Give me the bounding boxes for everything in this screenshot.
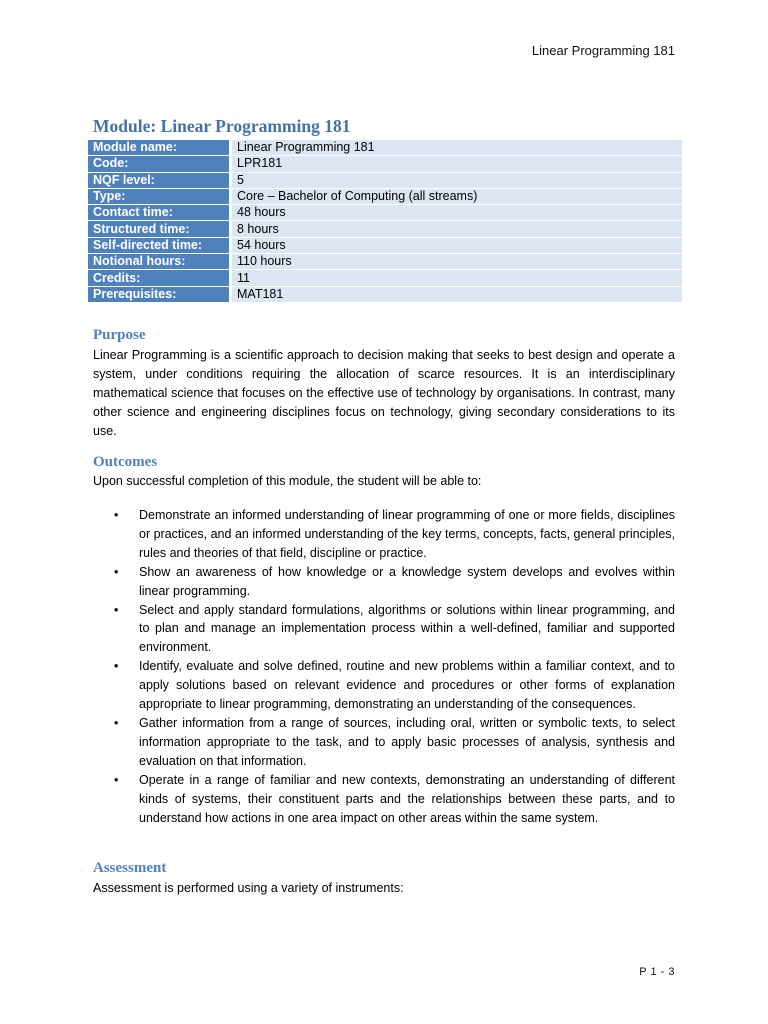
info-row bbox=[88, 238, 682, 254]
page-number: P 1 - 3 bbox=[639, 966, 675, 978]
info-row bbox=[88, 287, 682, 303]
outcome-text: Gather information from a range of sources, including oral, written or symbolic texts, to select information appropriate to the task, and to apply basic processes of analysis, synthesis and evaluation on that information. bbox=[139, 715, 675, 768]
info-value: Core – Bachelor of Computing (all streams) bbox=[232, 189, 682, 205]
outcome-item bbox=[93, 506, 675, 563]
info-value: LPR181 bbox=[232, 156, 682, 172]
info-label: NQF level: bbox=[88, 173, 232, 189]
outcome-item bbox=[93, 714, 675, 771]
outcomes-list bbox=[93, 506, 675, 827]
bullet-icon: • bbox=[114, 564, 119, 579]
outcome-item bbox=[93, 771, 675, 828]
info-value: Linear Programming 181 bbox=[232, 140, 682, 156]
info-row bbox=[88, 221, 682, 237]
info-label: Notional hours: bbox=[88, 254, 232, 270]
outcome-item bbox=[93, 563, 675, 601]
info-label: Structured time: bbox=[88, 221, 232, 237]
info-row bbox=[88, 254, 682, 270]
info-label: Prerequisites: bbox=[88, 287, 232, 303]
info-row bbox=[88, 205, 682, 221]
info-row bbox=[88, 173, 682, 189]
info-row bbox=[88, 156, 682, 172]
info-label: Type: bbox=[88, 189, 232, 205]
outcome-text: Select and apply standard formulations, algorithms or solutions within linear programming, and to plan and manage an implementation process within a well-defined, familiar and supported environment. bbox=[139, 602, 675, 655]
info-label: Module name: bbox=[88, 140, 232, 156]
info-value: 11 bbox=[232, 270, 682, 286]
info-row bbox=[88, 140, 682, 156]
outcomes-intro: Upon successful completion of this module, the student will be able to: bbox=[93, 474, 482, 488]
bullet-icon: • bbox=[114, 602, 119, 617]
info-value: 8 hours bbox=[232, 221, 682, 237]
outcome-text: Demonstrate an informed understanding of linear programming of one or more fields, disciplines or practices, and an informed understanding of the key terms, concepts, facts, general principles, rules and theories of that field, discipline or practice. bbox=[139, 508, 675, 560]
purpose-heading: Purpose bbox=[93, 327, 146, 343]
info-value: 110 hours bbox=[232, 254, 682, 270]
info-label: Credits: bbox=[88, 270, 232, 286]
outcome-text: Identify, evaluate and solve defined, routine and new problems within a familiar context, and to apply solutions based on relevant evidence and procedures or other forms of explanation appropriate to linear programming, demonstrating an understanding of the consequences. bbox=[139, 659, 675, 712]
outcome-item bbox=[93, 657, 675, 714]
info-value: 54 hours bbox=[232, 238, 682, 254]
bullet-icon: • bbox=[114, 508, 119, 522]
running-header: Linear Programming 181 bbox=[531, 43, 675, 58]
info-row bbox=[88, 270, 682, 286]
module-info-table bbox=[88, 140, 682, 303]
info-row bbox=[88, 189, 682, 205]
info-value: MAT181 bbox=[232, 287, 682, 303]
info-label: Code: bbox=[88, 156, 232, 172]
bullet-icon: • bbox=[114, 659, 119, 674]
info-value: 5 bbox=[232, 173, 682, 189]
info-label: Self-directed time: bbox=[88, 238, 232, 254]
bullet-icon: • bbox=[114, 715, 119, 730]
outcome-item bbox=[93, 601, 675, 658]
outcome-text: Operate in a range of familiar and new contexts, demonstrating an understanding of different kinds of systems, their constituent parts and the relationships between these parts, and to understand how actions in one area impact on other areas within the same system. bbox=[139, 772, 675, 825]
bullet-icon: • bbox=[114, 772, 119, 787]
purpose-text: Linear Programming is a scientific approach to decision making that seeks to best design and operate a system, under conditions requiring the allocation of scarce resources. It is an interdisciplinary mathematical science that focuses on the effective use of technology by organisations. In contrast, many other science and engineering disciplines focus on technology, giving secondary considerations to its use. bbox=[93, 348, 675, 438]
outcome-text: Show an awareness of how knowledge or a knowledge system develops and evolves within linear programming. bbox=[139, 564, 675, 598]
assessment-text: Assessment is performed using a variety of instruments: bbox=[93, 881, 404, 895]
info-value: 48 hours bbox=[232, 205, 682, 221]
info-label: Contact time: bbox=[88, 205, 232, 221]
assessment-heading: Assessment bbox=[93, 860, 167, 876]
outcomes-heading: Outcomes bbox=[93, 454, 158, 470]
module-title: Module: Linear Programming 181 bbox=[93, 116, 351, 136]
